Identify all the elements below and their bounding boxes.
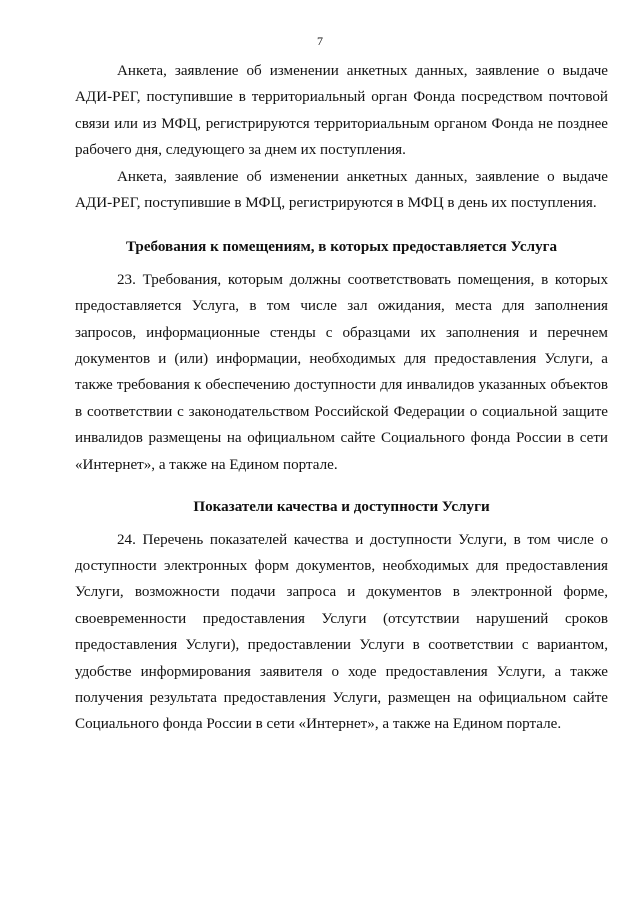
paragraph-item-23: 23. Требования, которым должны соответствовать помещения, в которых предоставляется Услуга, в том числе зал ожидания, места для заполнения запросов, информационные стенды с образцами их заполнения и перечнем документов и (или) информации, необходимых для предоставления Услуги, а также требования к обеспечению доступности для инвалидов указанных объектов в соответствии с законодательством Российской Федерации о социальной защите инвалидов размещены на официальном сайте Социального фонда России в сети «Интернет», а также на Едином портале. — [75, 271, 608, 473]
page-number: 7 — [317, 34, 323, 48]
section-spacer — [75, 216, 608, 234]
paragraph-registration-post: Анкета, заявление об изменении анкетных данных, заявление о выдаче АДИ-РЕГ, поступившие в территориальный орган Фонда посредством почтовой связи или из МФЦ, регистрируются территориальным органом Фонда не позднее рабочего дня, следующего за днем их поступления. — [75, 63, 608, 159]
paragraph-item-24: 24. Перечень показателей качества и доступности Услуги, в том числе о доступности электронных форм документов, необходимых для предоставления Услуги, возможности подачи запроса и документов в электронной форме, своевременности предоставления Услуги (отсутствии нарушений сроков предоставления Услуги), предоставлении Услуги в соответствии с вариантом, удобстве информирования заявителя о ходе предоставления Услуги, а также получения результата предоставления Услуги, размещен на официальном сайте Социального фонда России в сети «Интернет», а также на Едином портале. — [75, 531, 608, 733]
document-body — [75, 58, 608, 738]
section-heading-quality: Показатели качества и доступности Услуги — [193, 499, 490, 516]
section-spacer — [75, 478, 608, 494]
paragraph-registration-mfc: Анкета, заявление об изменении анкетных данных, заявление о выдаче АДИ-РЕГ, поступившие в МФЦ, регистрируются в МФЦ в день их поступления. — [75, 168, 608, 212]
section-heading-premises: Требования к помещениям, в которых предоставляется Услуга — [125, 239, 558, 256]
